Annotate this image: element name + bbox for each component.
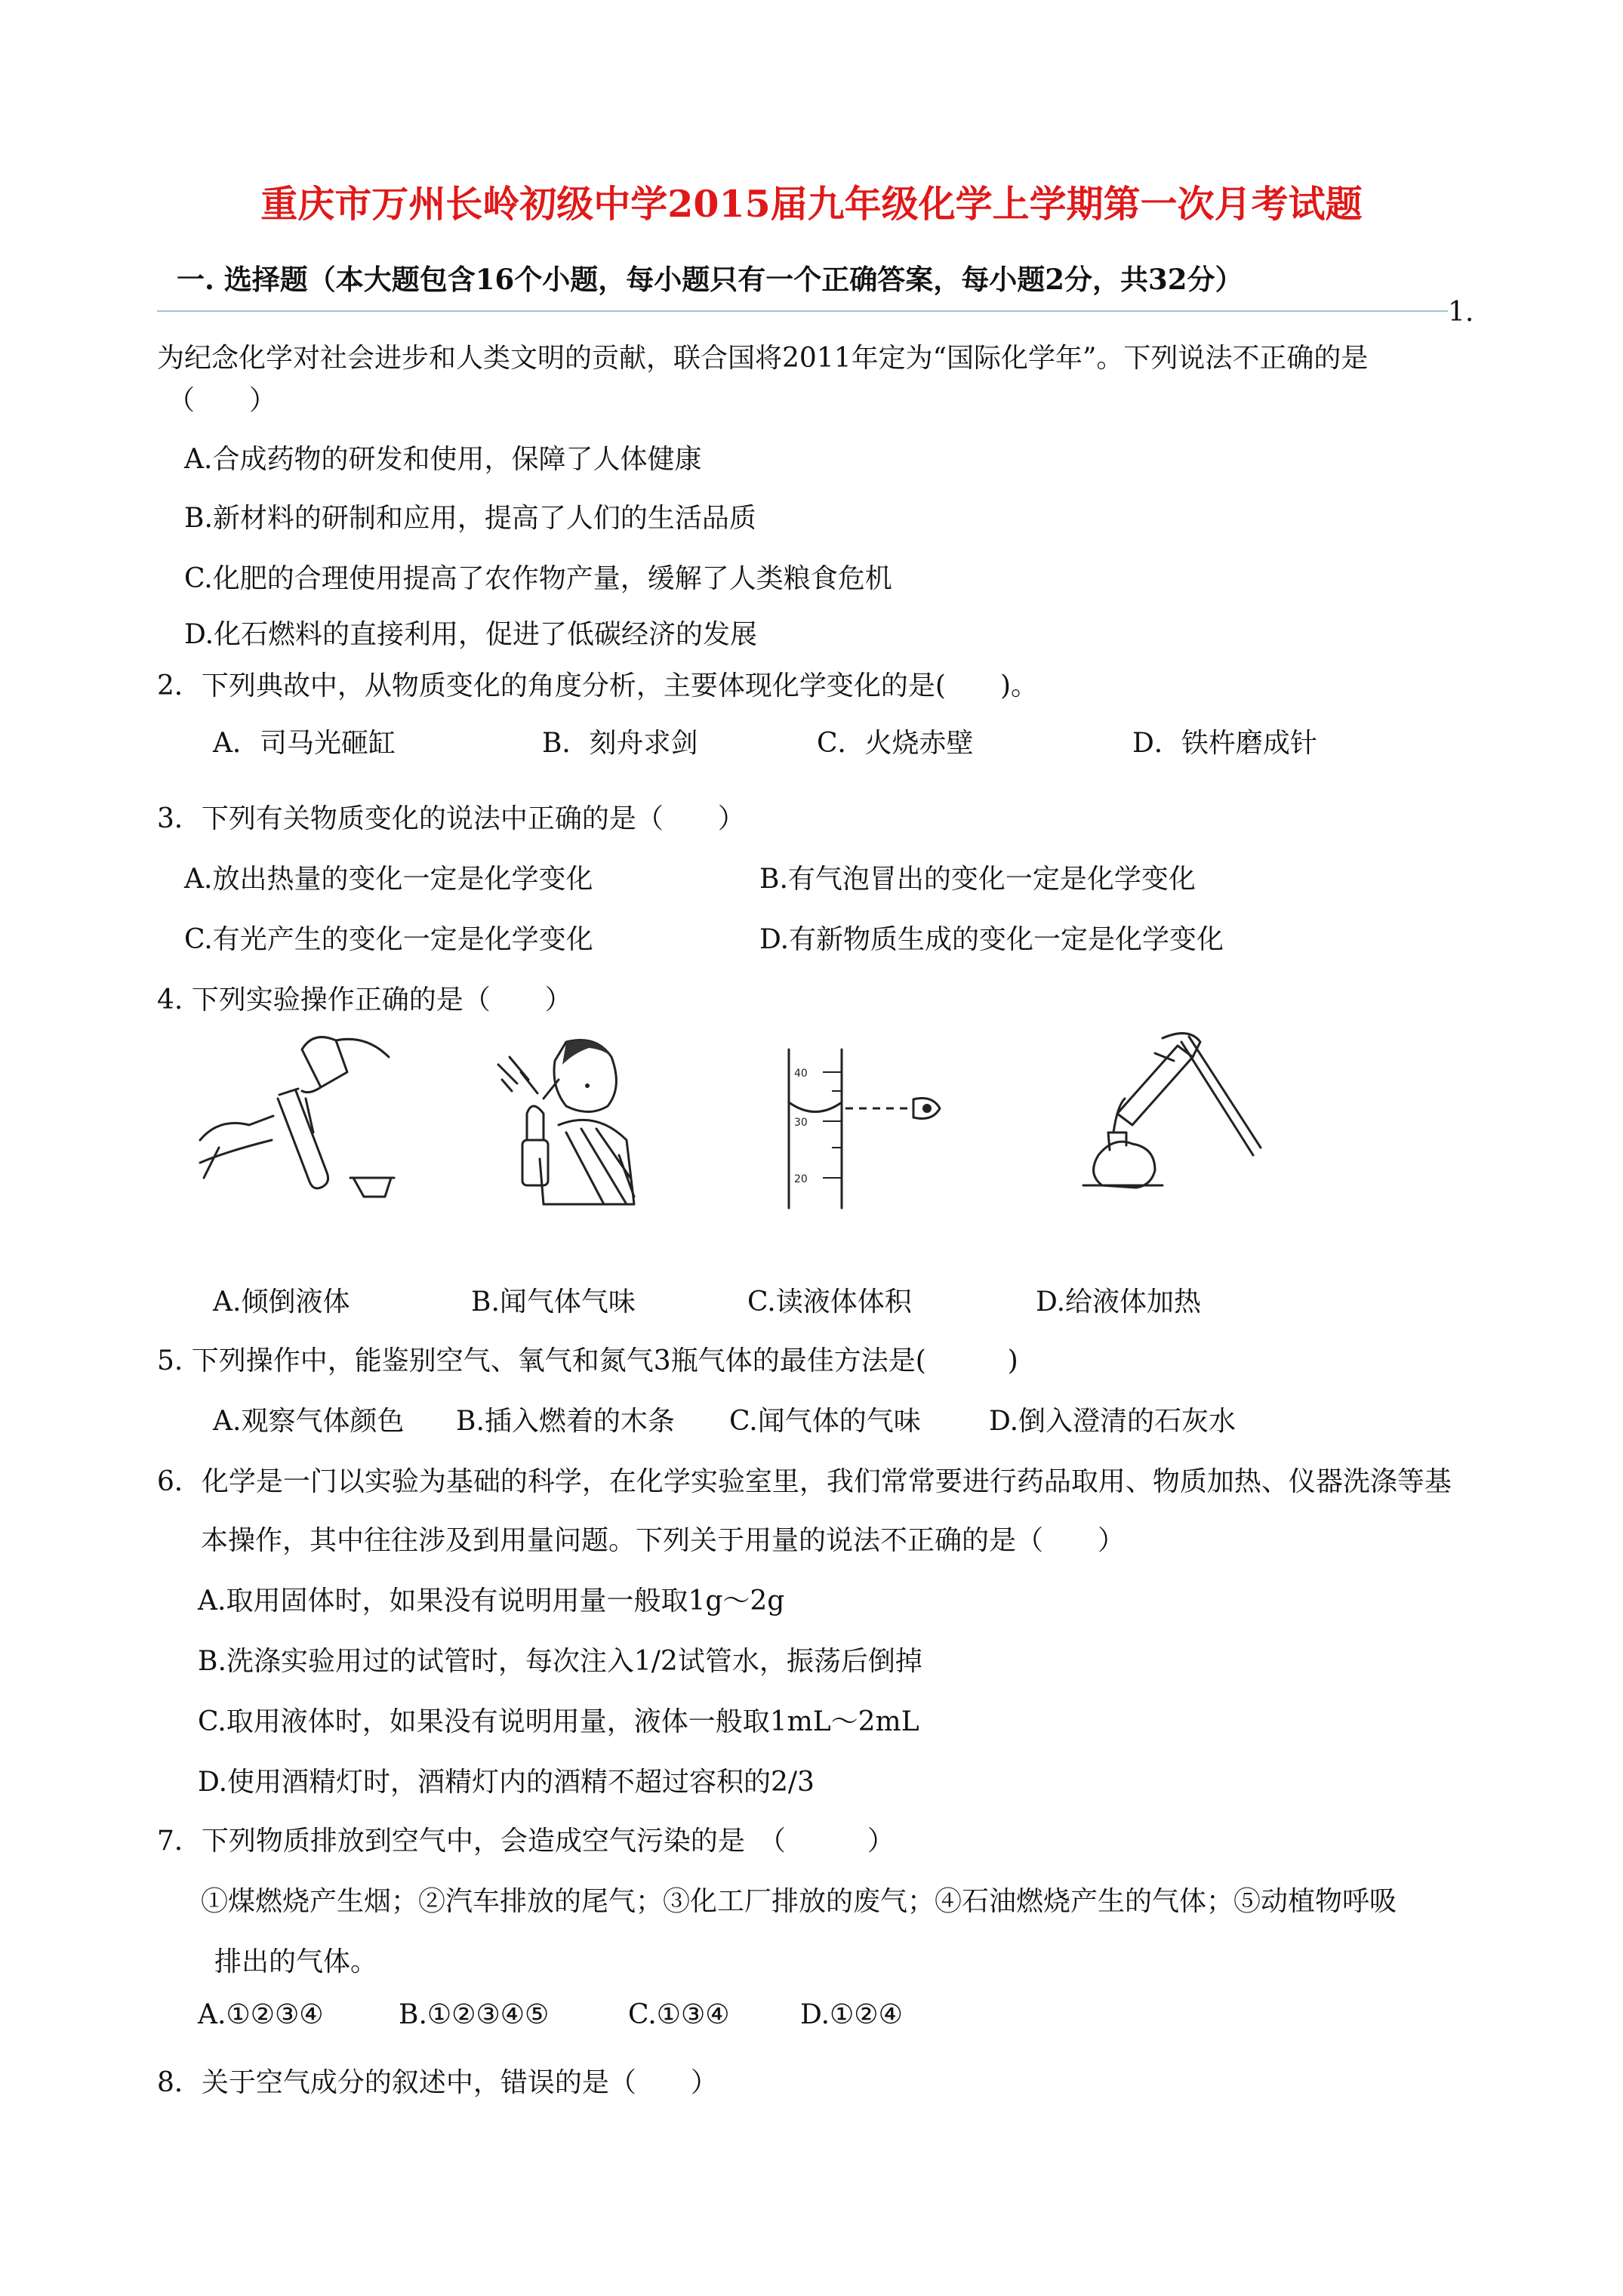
q7-detail-line2: 排出的气体。 (214, 1946, 378, 1977)
q7-option-a: A.①②③④ (198, 1999, 324, 2030)
q1-option-a: A.合成药物的研发和使用，保障了人体健康 (184, 444, 702, 475)
q1-option-d: D.化石燃料的直接利用，促进了低碳经济的发展 (184, 619, 758, 650)
figure-heating-liquid (1042, 1023, 1268, 1204)
q1-answer-paren: （ ） (168, 385, 277, 416)
q6-stem-line2: 本操作，其中往往涉及到用量问题。下列关于用量的说法不正确的是（ ） (201, 1525, 1126, 1556)
figure-reading-volume (778, 1049, 951, 1216)
q3-option-a: A.放出热量的变化一定是化学变化 (184, 864, 593, 895)
q6-option-a: A.取用固体时，如果没有说明用量一般取1g～2g (198, 1586, 785, 1616)
q5-stem: 5. 下列操作中，能鉴别空气、氧气和氮气3瓶气体的最佳方法是( ) (157, 1345, 1018, 1376)
q3-option-c: C.有光产生的变化一定是化学变化 (184, 924, 593, 955)
tick-label-40: 40 (794, 1068, 808, 1080)
section-heading: 一. 选择题（本大题包含16个小题，每小题只有一个正确答案，每小题2分，共32分） (177, 263, 1243, 296)
q4-stem: 4. 下列实验操作正确的是（ ） (157, 985, 572, 1015)
q1-option-b: B.新材料的研制和应用，提高了人们的生活品质 (184, 503, 756, 534)
q1-option-c: C.化肥的合理使用提高了农作物产量，缓解了人类粮食危机 (184, 563, 892, 594)
q4-option-c: C.读液体体积 (747, 1287, 912, 1318)
q2-option-c: C．火烧赤壁 (817, 728, 974, 759)
q5-option-c: C.闻气体的气味 (729, 1406, 921, 1437)
q2-option-a: A．司马光砸缸 (213, 728, 396, 759)
q7-stem: 7．下列物质排放到空气中，会造成空气污染的是 （ ） (157, 1826, 895, 1857)
figure-smelling-gas (468, 1027, 642, 1208)
q3-option-d: D.有新物质生成的变化一定是化学变化 (759, 924, 1224, 955)
q6-option-c: C.取用液体时，如果没有说明用量，液体一般取1mL～2mL (198, 1706, 919, 1737)
section-divider (157, 310, 1448, 312)
q6-option-b: B.洗涤实验用过的试管时，每次注入1/2试管水，振荡后倒掉 (198, 1646, 922, 1677)
tick-label-30: 30 (794, 1117, 808, 1129)
q1-stem: 为纪念化学对社会进步和人类文明的贡献，联合国将2011年定为“国际化学年”。下列说法不正确的是 (157, 343, 1369, 374)
tick-label-20: 20 (794, 1173, 808, 1185)
q5-option-a: A.观察气体颜色 (213, 1406, 405, 1437)
q2-option-d: D．铁杵磨成针 (1132, 728, 1317, 759)
q2-stem: 2．下列典故中，从物质变化的角度分析，主要体现化学变化的是( )。 (157, 670, 1038, 701)
q6-stem-line1: 6．化学是一门以实验为基础的科学，在化学实验室里，我们常常要进行药品取用、物质加热、仪器洗涤等基 (157, 1466, 1452, 1497)
q6-option-d: D.使用酒精灯时，酒精灯内的酒精不超过容积的2/3 (198, 1767, 815, 1798)
q7-option-c: C.①③④ (628, 1999, 730, 2030)
q4-option-d: D.给液体加热 (1036, 1287, 1202, 1318)
page-title: 重庆市万州长岭初级中学2015届九年级化学上学期第一次月考试题 (260, 182, 1363, 226)
q3-option-b: B.有气泡冒出的变化一定是化学变化 (759, 864, 1196, 895)
q5-option-b: B.插入燃着的木条 (456, 1406, 675, 1437)
q7-detail-line1: ①煤燃烧产生烟；②汽车排放的尾气；③化工厂排放的废气；④石油燃烧产生的气体；⑤动植物呼吸 (201, 1886, 1397, 1917)
q2-option-b: B．刻舟求剑 (542, 728, 698, 759)
q5-option-d: D.倒入澄清的石灰水 (989, 1406, 1236, 1437)
q1-number: 1. (1448, 297, 1474, 328)
q7-option-b: B.①②③④⑤ (399, 1999, 550, 2030)
figure-pouring-liquid (189, 1027, 400, 1200)
q8-stem: 8．关于空气成分的叙述中，错误的是（ ） (157, 2067, 718, 2098)
q4-option-b: B.闻气体气味 (471, 1287, 636, 1318)
q4-option-a: A.倾倒液体 (213, 1287, 350, 1318)
q3-stem: 3．下列有关物质变化的说法中正确的是（ ） (157, 803, 745, 834)
q7-option-d: D.①②④ (800, 1999, 903, 2030)
